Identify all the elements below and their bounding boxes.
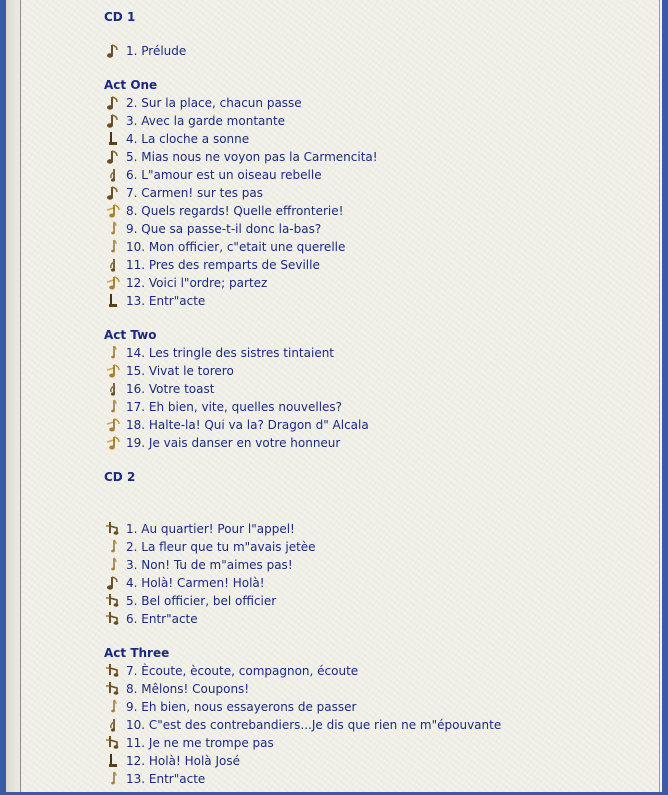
track-title: 3. Non! Tu de m"aimes pas! [126, 558, 293, 572]
track-item[interactable] [104, 42, 654, 60]
track-item[interactable] [104, 274, 654, 292]
beamed-note-icon [104, 434, 126, 452]
eighth-note-icon [104, 574, 126, 592]
boot-note-icon [104, 752, 126, 770]
track-item[interactable] [104, 416, 654, 434]
track-item[interactable] [104, 520, 654, 538]
track-title: 9. Eh bien, nous essayerons de passer [126, 700, 357, 714]
track-item[interactable] [104, 344, 654, 362]
eighth-note-icon [104, 94, 126, 112]
track-item[interactable] [104, 716, 654, 734]
track-title: 13. Entr"acte [126, 294, 206, 308]
track-item[interactable] [104, 220, 654, 238]
track-title: 1. Au quartier! Pour l"appel! [126, 522, 295, 536]
track-title: 6. L"amour est un oiseau rebelle [126, 168, 322, 182]
track-item[interactable] [104, 680, 654, 698]
track-item[interactable] [104, 610, 654, 628]
flag-note-icon [104, 592, 126, 610]
track-item[interactable] [104, 770, 654, 788]
track-item[interactable] [104, 574, 654, 592]
track-title: 12. Voici l"ordre; partez [126, 276, 268, 290]
flag-note-icon [104, 520, 126, 538]
track-item[interactable] [104, 130, 654, 148]
stem-note-icon [104, 698, 126, 716]
stem-note-icon [104, 238, 126, 256]
track-title: 8. Mêlons! Coupons! [126, 682, 250, 696]
track-title: 7. Carmen! sur tes pas [126, 186, 264, 200]
track-item[interactable] [104, 184, 654, 202]
beamed-note-icon [104, 416, 126, 434]
track-title: 17. Eh bien, vite, quelles nouvelles? [126, 400, 343, 414]
stem-note-icon [104, 556, 126, 574]
track-title: 12. Holà! Holà José [126, 754, 240, 768]
section-title: Act One [104, 78, 158, 92]
track-title: 10. Mon officier, c"etait une querelle [126, 240, 346, 254]
track-item[interactable] [104, 292, 654, 310]
hook-note-icon [104, 380, 126, 398]
track-item[interactable] [104, 148, 654, 166]
track-item[interactable] [104, 434, 654, 452]
track-title: 10. C"est des contrebandiers...Je dis que rien ne m"épouvante [126, 718, 502, 732]
eighth-note-icon [104, 42, 126, 60]
flag-note-icon [104, 610, 126, 628]
track-item[interactable] [104, 592, 654, 610]
track-item[interactable] [104, 380, 654, 398]
track-title: 19. Je vais danser en votre honneur [126, 436, 341, 450]
track-title: 11. Je ne me trompe pas [126, 736, 274, 750]
section-title: Act Three [104, 646, 170, 660]
track-title: 11. Pres des remparts de Seville [126, 258, 320, 272]
flag-note-icon [104, 680, 126, 698]
track-item[interactable] [104, 752, 654, 770]
section-title: CD 2 [104, 470, 136, 484]
section-spacer [104, 60, 654, 76]
track-item[interactable] [104, 662, 654, 680]
track-title: 5. Bel officier, bel officier [126, 594, 277, 608]
section-title: Act Two [104, 328, 157, 342]
eighth-note-icon [104, 112, 126, 130]
track-item[interactable] [104, 556, 654, 574]
track-item[interactable] [104, 538, 654, 556]
track-item[interactable] [104, 398, 654, 416]
stem-note-icon [104, 770, 126, 788]
title-spacer [104, 486, 654, 520]
eighth-note-icon [104, 148, 126, 166]
track-title: 16. Votre toast [126, 382, 215, 396]
track-title: 15. Vivat le torero [126, 364, 234, 378]
hook-note-icon [104, 166, 126, 184]
track-title: 4. Holà! Carmen! Holà! [126, 576, 265, 590]
stem-note-icon [104, 398, 126, 416]
track-item[interactable] [104, 698, 654, 716]
track-title: 5. Mias nous ne voyon pas la Carmencita! [126, 150, 378, 164]
track-title: 4. La cloche a sonne [126, 132, 250, 146]
track-item[interactable] [104, 238, 654, 256]
track-listing [104, 8, 654, 788]
boot-note-icon [104, 130, 126, 148]
beamed-note-icon [104, 202, 126, 220]
stem-note-icon [104, 220, 126, 238]
section-spacer [104, 452, 654, 468]
track-title: 8. Quels regards! Quelle effronterie! [126, 204, 344, 218]
flag-note-icon [104, 734, 126, 752]
track-title: 18. Halte-la! Qui va la? Dragon d" Alcala [126, 418, 369, 432]
track-title: 6. Entr"acte [126, 612, 198, 626]
track-title: 2. Sur la place, chacun passe [126, 96, 302, 110]
track-title: 2. La fleur que tu m"avais jetèe [126, 540, 316, 554]
track-item[interactable] [104, 256, 654, 274]
section-spacer [104, 310, 654, 326]
section-spacer [104, 628, 654, 644]
right-margin-rule [659, 0, 660, 795]
stem-note-icon [104, 344, 126, 362]
beamed-note-icon [104, 362, 126, 380]
track-item[interactable] [104, 94, 654, 112]
track-title: 14. Les tringle des sistres tintaient [126, 346, 335, 360]
boot-note-icon [104, 292, 126, 310]
track-item[interactable] [104, 362, 654, 380]
right-frame-border [662, 0, 668, 795]
left-margin-strip [6, 0, 21, 795]
track-title: 9. Que sa passe-t-il donc la-bas? [126, 222, 322, 236]
title-spacer [104, 26, 654, 42]
track-title: 3. Avec la garde montante [126, 114, 286, 128]
eighth-note-icon [104, 184, 126, 202]
track-title: 1. Prélude [126, 44, 187, 58]
track-title: 13. Entr"acte [126, 772, 206, 786]
hook-note-icon [104, 716, 126, 734]
track-item[interactable] [104, 112, 654, 130]
hook-note-icon [104, 256, 126, 274]
track-item[interactable] [104, 166, 654, 184]
section-title: CD 1 [104, 10, 136, 24]
track-item[interactable] [104, 734, 654, 752]
track-title: 7. Ècoute, ècoute, compagnon, écoute [126, 664, 359, 678]
flag-note-icon [104, 662, 126, 680]
stem-note-icon [104, 538, 126, 556]
beamed-note-icon [104, 274, 126, 292]
track-item[interactable] [104, 202, 654, 220]
